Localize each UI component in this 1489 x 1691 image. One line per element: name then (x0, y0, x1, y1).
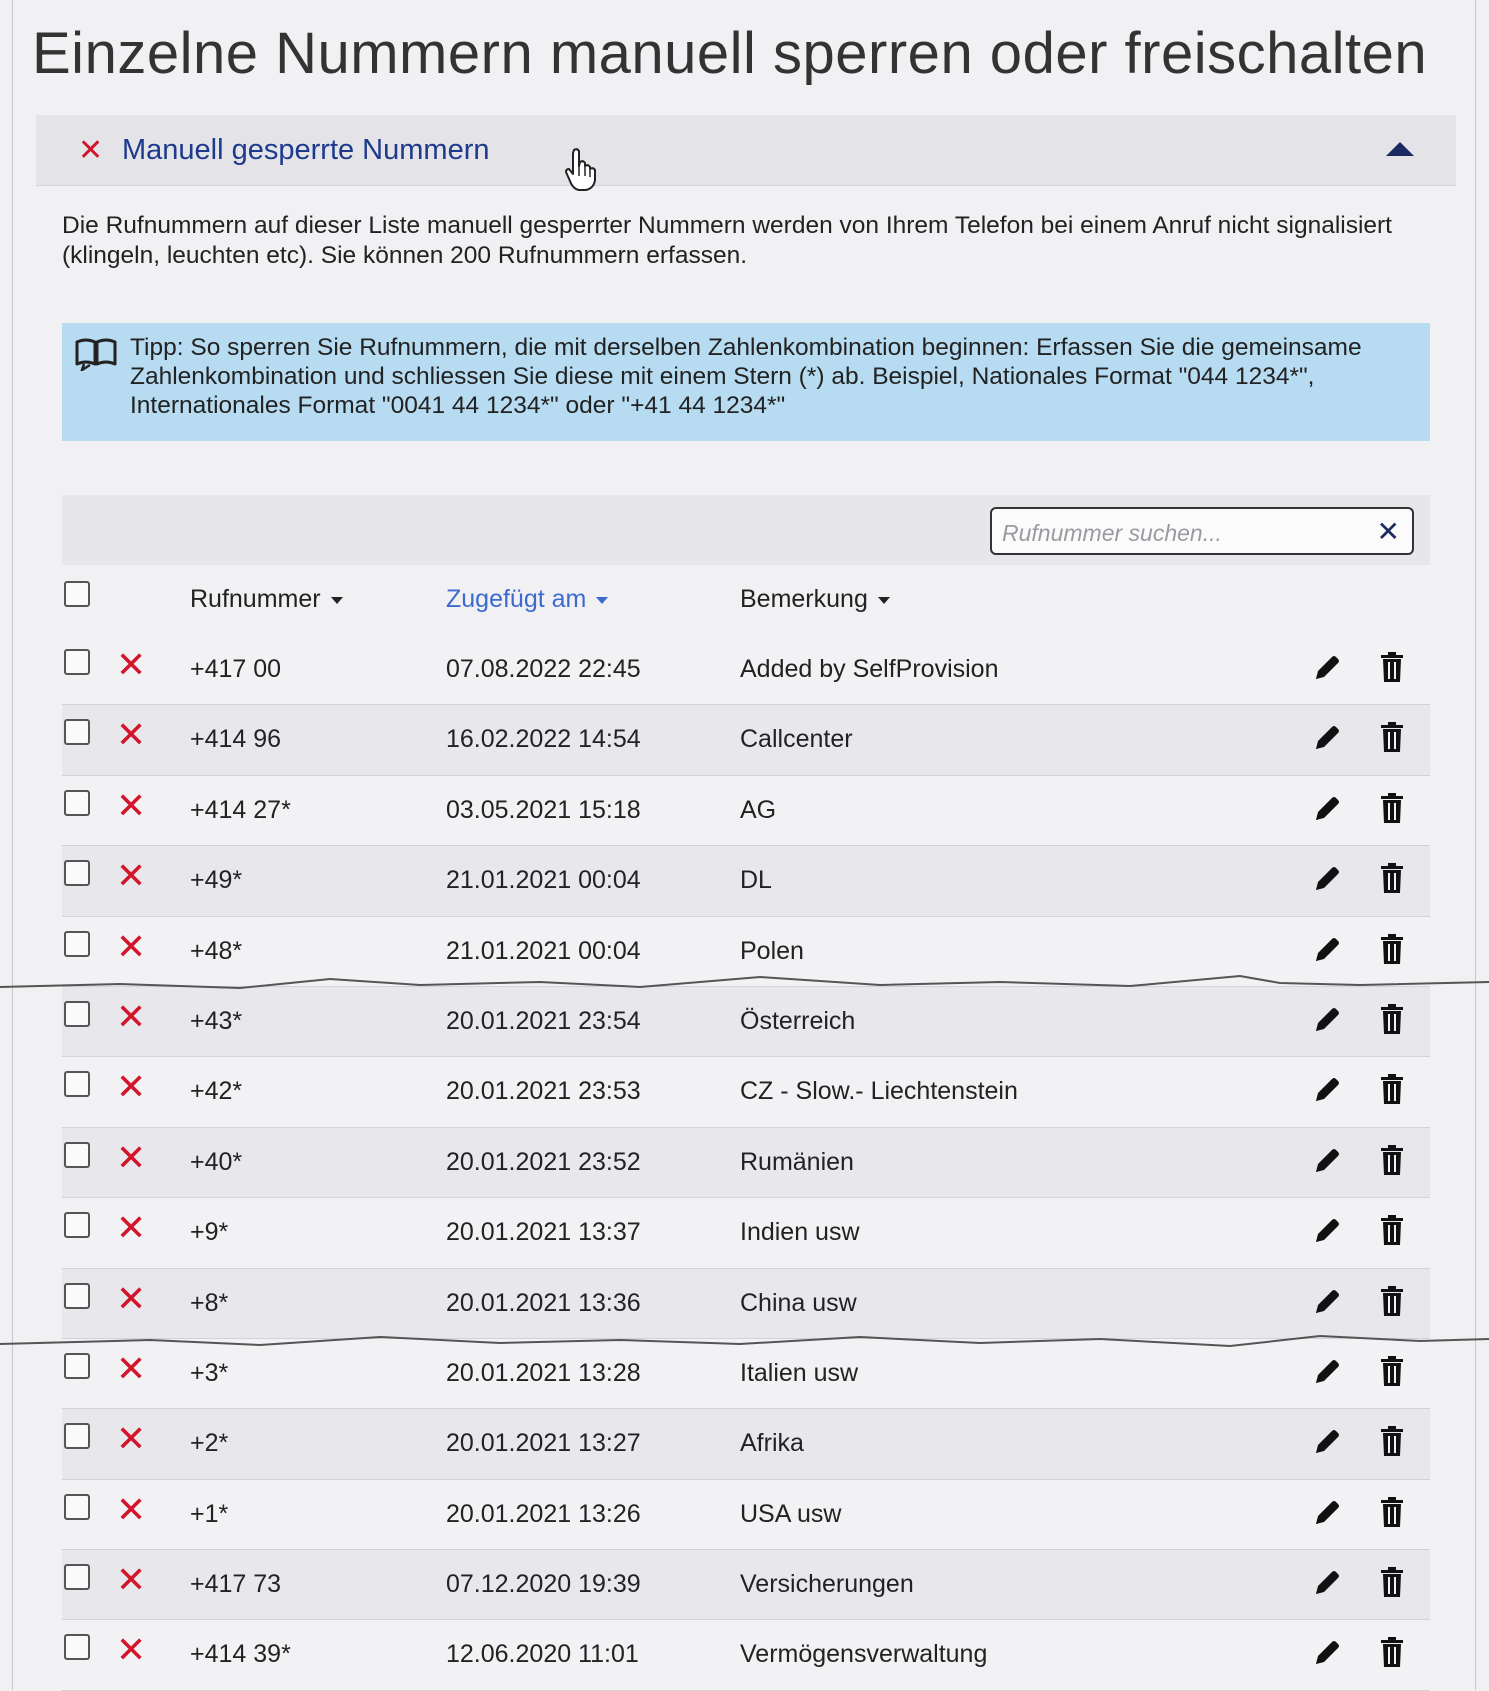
unblock-x-icon[interactable]: ✕ (116, 644, 147, 685)
column-header-note[interactable] (740, 585, 890, 614)
row-added-date: 07.08.2022 22:45 (446, 655, 641, 683)
search-box (990, 507, 1414, 555)
row-added-date: 20.01.2021 13:26 (446, 1499, 641, 1528)
unblock-x-icon[interactable]: ✕ (116, 1559, 147, 1601)
row-note: China usw (740, 1288, 857, 1317)
pencil-icon[interactable] (1312, 653, 1342, 688)
trash-icon[interactable] (1380, 1003, 1404, 1040)
column-header-added-label: Zugefügt am (446, 585, 587, 613)
unblock-x-icon[interactable]: ✕ (116, 1488, 147, 1530)
row-number: +417 00 (190, 655, 282, 683)
table-row (62, 1409, 1430, 1479)
sort-caret-icon (596, 597, 608, 604)
row-number: +414 27* (190, 795, 291, 824)
trash-icon[interactable] (1380, 1566, 1404, 1603)
pencil-icon[interactable] (1312, 1498, 1342, 1533)
trash-icon[interactable] (1380, 1073, 1404, 1110)
table-row (62, 635, 1430, 705)
page-right-border (1475, 0, 1476, 1690)
row-number: +417 73 (190, 1570, 282, 1599)
close-x-icon: ✕ (78, 133, 104, 167)
row-checkbox[interactable] (64, 1283, 90, 1309)
row-added-date: 03.05.2021 15:18 (446, 795, 641, 824)
table-row (62, 1480, 1430, 1550)
row-added-date: 20.01.2021 23:52 (446, 1147, 641, 1176)
row-number: +49* (190, 866, 243, 895)
row-added-date: 12.06.2020 11:01 (446, 1640, 639, 1669)
row-note: DL (740, 866, 772, 895)
row-note: Österreich (740, 1006, 856, 1035)
row-note: Callcenter (740, 725, 853, 754)
row-note: Indien usw (740, 1218, 860, 1247)
row-note: Vermögensverwaltung (740, 1640, 988, 1669)
pencil-icon[interactable] (1312, 1357, 1342, 1392)
unblock-x-icon[interactable]: ✕ (116, 1347, 147, 1389)
pencil-icon[interactable] (1312, 864, 1342, 899)
column-header-note-label: Bemerkung (740, 585, 868, 613)
row-note: Afrika (740, 1429, 804, 1458)
description-text: Die Rufnummern auf dieser Liste manuell gesperrter Nummern werden von Ihrem Telefon bei einem Anruf nicht signalisiert (klingeln, leuchten etc). Sie können 200 Rufnummern erfassen. (62, 212, 1392, 269)
row-number: +42* (190, 1077, 243, 1106)
row-added-date: 20.01.2021 23:54 (446, 1006, 641, 1035)
trash-icon[interactable] (1380, 792, 1404, 829)
book-icon (74, 337, 118, 371)
unblock-x-icon[interactable]: ✕ (116, 1277, 147, 1319)
table-row (62, 1128, 1430, 1198)
table-header (62, 575, 1430, 637)
pencil-icon[interactable] (1312, 1146, 1342, 1181)
column-header-number-label: Rufnummer (190, 585, 321, 613)
table-row (62, 1198, 1430, 1268)
trash-icon[interactable] (1380, 1214, 1404, 1251)
pencil-icon[interactable] (1312, 1216, 1342, 1251)
table-row (62, 846, 1430, 916)
row-added-date: 20.01.2021 13:36 (446, 1288, 641, 1317)
table-row (62, 776, 1430, 846)
row-checkbox[interactable] (64, 649, 90, 675)
row-checkbox[interactable] (64, 1071, 90, 1097)
pencil-icon[interactable] (1312, 1427, 1342, 1462)
pencil-icon[interactable] (1312, 935, 1342, 970)
tear-line (0, 973, 1489, 997)
unblock-x-icon[interactable]: ✕ (116, 855, 147, 897)
row-checkbox[interactable] (64, 1212, 90, 1238)
table-row (62, 1550, 1430, 1620)
row-checkbox[interactable] (64, 1494, 90, 1520)
row-checkbox[interactable] (64, 1564, 90, 1590)
page-title: Einzelne Nummern manuell sperren oder freischalten (32, 21, 1428, 86)
row-added-date: 20.01.2021 13:27 (446, 1429, 641, 1458)
trash-icon[interactable] (1380, 1425, 1404, 1462)
unblock-x-icon[interactable]: ✕ (116, 1066, 147, 1108)
unblock-x-icon[interactable]: ✕ (116, 995, 147, 1037)
row-added-date: 20.01.2021 13:37 (446, 1218, 641, 1247)
row-number: +9* (190, 1218, 229, 1247)
row-checkbox[interactable] (64, 1142, 90, 1168)
row-number: +40* (190, 1147, 243, 1176)
clear-search-icon[interactable]: ✕ (1376, 516, 1400, 547)
row-note: CZ - Slow.- Liechtenstein (740, 1077, 1018, 1106)
row-checkbox[interactable] (64, 860, 90, 886)
search-input[interactable] (1000, 515, 1364, 551)
column-header-number[interactable] (190, 585, 343, 614)
row-number: +1* (190, 1499, 229, 1528)
blocked-numbers-list (62, 635, 1430, 1691)
trash-icon[interactable] (1380, 1355, 1404, 1392)
table-row (62, 1620, 1430, 1690)
row-added-date: 20.01.2021 13:28 (446, 1358, 641, 1387)
row-number: +2* (190, 1429, 229, 1458)
sort-caret-icon (878, 597, 890, 604)
sort-caret-icon (331, 597, 343, 604)
row-checkbox[interactable] (64, 1423, 90, 1449)
tip-text: Tipp: So sperren Sie Rufnummern, die mit derselben Zahlenkombination beginnen: Erfassen Sie die gemeinsame Zahlenkombination und schliessen Sie diese mit einem Stern (*) ab. Beispiel, Nationales Format "044 1234*", Internationales Format "0041 44 1234*" oder "+41 44 1234*" (130, 334, 1362, 419)
unblock-x-icon[interactable]: ✕ (116, 714, 147, 756)
unblock-x-icon[interactable]: ✕ (116, 1207, 147, 1249)
unblock-x-icon[interactable]: ✕ (116, 925, 147, 967)
row-note: Rumänien (740, 1147, 854, 1176)
row-note: Versicherungen (740, 1570, 914, 1599)
tear-line (0, 1332, 1489, 1356)
row-note: Polen (740, 936, 804, 965)
row-checkbox[interactable] (64, 719, 90, 745)
row-added-date: 20.01.2021 23:53 (446, 1077, 641, 1106)
select-all-checkbox[interactable] (64, 581, 90, 607)
pencil-icon[interactable] (1312, 723, 1342, 758)
pencil-icon[interactable] (1312, 1005, 1342, 1040)
row-added-date: 21.01.2021 00:04 (446, 936, 641, 965)
hand-cursor-icon (565, 148, 599, 192)
row-number: +414 96 (190, 725, 282, 754)
row-number: +414 39* (190, 1640, 291, 1669)
unblock-x-icon[interactable]: ✕ (116, 1136, 147, 1178)
row-note: Italien usw (740, 1358, 859, 1387)
pencil-icon[interactable] (1312, 1638, 1342, 1673)
trash-icon[interactable] (1380, 1636, 1404, 1673)
row-note: AG (740, 795, 777, 824)
table-row (62, 1057, 1430, 1127)
table-row (62, 1269, 1430, 1339)
chevron-up-icon[interactable] (1386, 142, 1414, 156)
column-header-added[interactable] (446, 585, 608, 614)
unblock-x-icon[interactable]: ✕ (116, 1629, 147, 1671)
accordion-header-blocked-numbers[interactable] (36, 115, 1456, 186)
row-added-date: 07.12.2020 19:39 (446, 1570, 641, 1599)
accordion-title[interactable]: Manuell gesperrte Nummern (122, 133, 490, 166)
row-checkbox[interactable] (64, 790, 90, 816)
row-checkbox[interactable] (64, 931, 90, 957)
row-number: +48* (190, 936, 243, 965)
table-row (62, 705, 1430, 775)
trash-icon[interactable] (1380, 1496, 1404, 1533)
row-added-date: 16.02.2022 14:54 (446, 725, 641, 754)
row-added-date: 21.01.2021 00:04 (446, 866, 641, 895)
page-left-border (12, 0, 13, 1690)
trash-icon[interactable] (1380, 1144, 1404, 1181)
row-checkbox[interactable] (64, 1353, 90, 1379)
table-row (62, 987, 1430, 1057)
row-number: +8* (190, 1288, 229, 1317)
row-number: +3* (190, 1358, 229, 1387)
trash-icon[interactable] (1380, 933, 1404, 970)
row-checkbox[interactable] (64, 1001, 90, 1027)
trash-icon[interactable] (1380, 651, 1404, 688)
pencil-icon[interactable] (1312, 1287, 1342, 1322)
pencil-icon[interactable] (1312, 1075, 1342, 1110)
trash-icon[interactable] (1380, 1285, 1404, 1322)
row-note: Added by SelfProvision (740, 655, 999, 683)
trash-icon[interactable] (1380, 862, 1404, 899)
unblock-x-icon[interactable]: ✕ (116, 1418, 147, 1460)
row-checkbox[interactable] (64, 1634, 90, 1660)
trash-icon[interactable] (1380, 721, 1404, 758)
unblock-x-icon[interactable]: ✕ (116, 784, 147, 826)
pencil-icon[interactable] (1312, 794, 1342, 829)
row-number: +43* (190, 1006, 243, 1035)
row-note: USA usw (740, 1499, 842, 1528)
tip-box (62, 323, 1430, 441)
pencil-icon[interactable] (1312, 1568, 1342, 1603)
